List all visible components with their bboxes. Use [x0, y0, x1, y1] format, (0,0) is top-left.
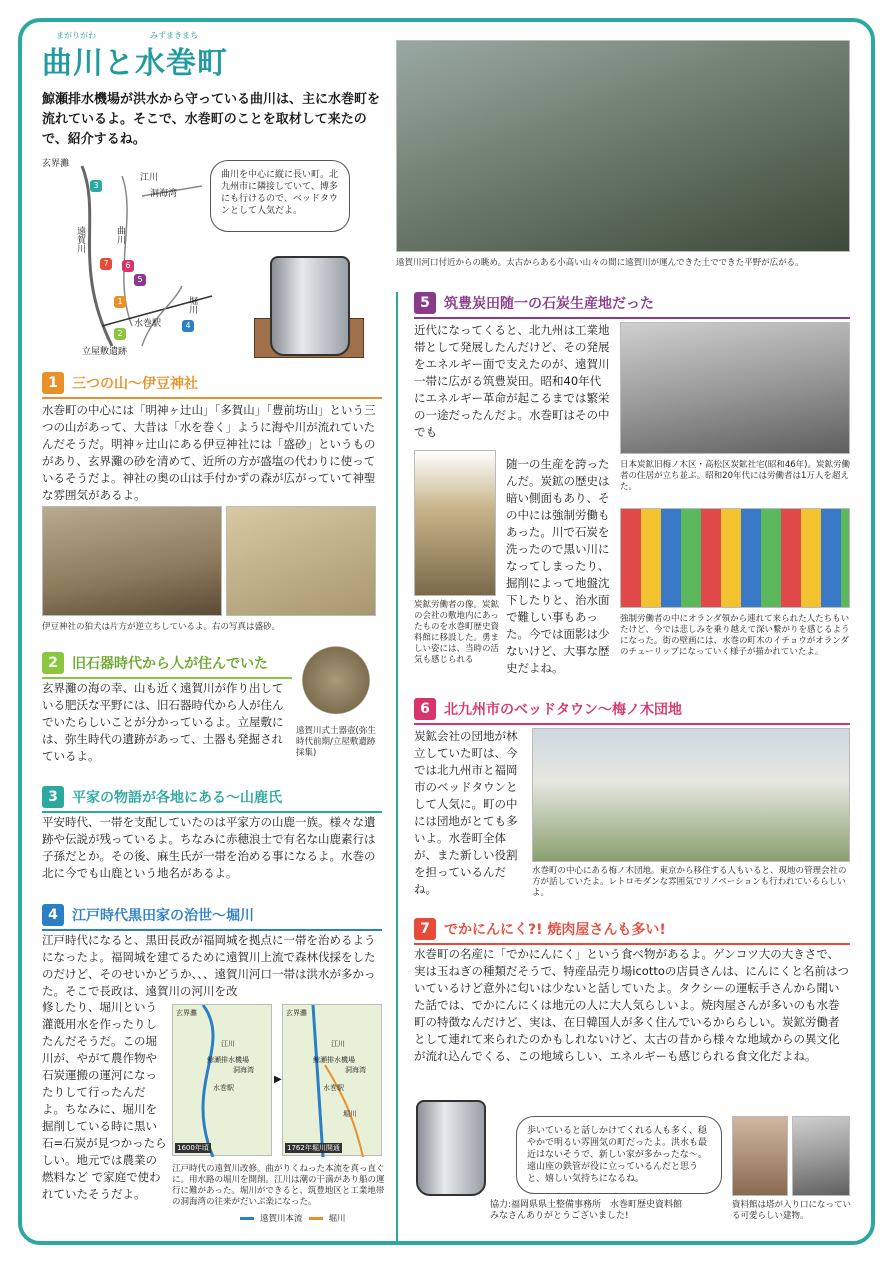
onga-river-photo-caption: 遠賀川河口付近からの眺め。太古からある小高い山々の間に遠賀川が運んできた土でできた平野が広がる。 [396, 258, 804, 268]
speech-bubble-bottom: 歩いていると話しかけてくれる人も多く、穏やかで明るい雰囲気の町だったよ。洪水も最近はないそうで、新しい家が多かったな〜。遠山座の鉄管が役に立っているんだと思うと、嬉しい気持ちになるね。 [516, 1116, 722, 1194]
mascot-character [270, 256, 350, 356]
section-7-rule [414, 943, 850, 945]
miner-statue-caption: 炭鉱労働者の像。炭鉱の会社の敷地内にあったものを水巻町歴史資料館に移設した。勇ましい姿には、当時の活気も感じられる [414, 600, 500, 665]
map-label-dokaiwan: 洞海湾 [150, 189, 178, 199]
museum-building-photo [792, 1116, 850, 1196]
map-1762-year: 1762年堀川開通 [287, 1144, 340, 1152]
section-4-body-top: 江戸時代になると、黒田長政が福岡城を拠点に一帯を治めるようになったよ。福岡城を建てるために遠賀川上流で森林伐採をしたのだけど、そのせいかどうか、、、遠賀川河口一帯は洪水が多かった。そこで長政は、遠賀川の河川を改 [42, 933, 376, 998]
map-legend [240, 1212, 346, 1224]
section-2-number: 2 [42, 652, 64, 674]
legend-main-swatch [240, 1217, 254, 1220]
section-1-rule [42, 397, 382, 399]
section-1-caption: 伊豆神社の狛犬は片方が逆立ちしているよ。右の写真は盛砂。 [42, 622, 281, 632]
section-7-title: でかにんにく?! 焼肉屋さんも多い! [444, 922, 666, 938]
coal-housing-photo [620, 322, 850, 454]
section-6-rule [414, 723, 850, 725]
map-1600-label-genkainada: 玄界灘 [176, 1009, 197, 1017]
miner-statue-photo [414, 450, 496, 596]
section-4-heading [42, 904, 382, 926]
area-map [42, 156, 217, 356]
mascot-character-bottom [416, 1100, 486, 1196]
page-title: 曲川と水巻町 [42, 46, 228, 81]
section-7-heading [414, 918, 850, 940]
section-5-title: 筑豊炭田随一の石炭生産地だった [444, 296, 654, 312]
section-5-body-right: 随一の生産を誇ったんだ。炭鉱の歴史は暗い側面もあり、その中には強制労働もあった。川で石炭を洗ったので黒い川になってしまったり、掘削によって地盤沈下したりと、治水面で難しい事もあった。今では面影は少ないけど、大事な歴史だよね。 [506, 457, 610, 675]
section-1-number: 1 [42, 372, 64, 394]
section-1-heading [42, 372, 382, 394]
section-7-number: 7 [414, 918, 436, 940]
map-label-ongagawa: 遠賀川 [75, 226, 85, 253]
map-1762-label-egawa: 江川 [331, 1040, 345, 1048]
map-label-egawa: 江川 [140, 173, 159, 183]
umenoki-danchi-photo [532, 728, 850, 862]
section-4-map-caption: 江戸時代の遠賀川改修。曲がりくねった本流を真っ直ぐに。用水路の堀川を開削。江川は潮の干満があり船の運行に難があった。堀川ができると、筑豊地区と工業地帯の洞海湾の往来がだいぶ楽になった。 [172, 1164, 385, 1207]
section-5-body-top: 近代になってくると、北九州は工業地帯として発展したんだけど、その発展をエネルギー面で支えたのが、遠賀川一帯に広がる筑豊炭田。昭和40年代にエネルギー革命が起こるまでは繁栄の一途だったんだよ。水巻町はその中でも [414, 323, 610, 439]
map-1600-year: 1600年頃 [177, 1144, 209, 1152]
section-6-number: 6 [414, 698, 436, 720]
section-6-heading [414, 698, 850, 720]
map-1762-label-genkainada: 玄界灘 [286, 1009, 307, 1017]
section-5-heading [414, 292, 850, 314]
map-1600-label-egawa: 江川 [221, 1040, 235, 1048]
section-1-title: 三つの山〜伊豆神社 [72, 376, 198, 392]
tulip-mural-caption: 強制労働者の中にオランダ領から連れて来られた人たちもいたけど、今では悲しみを乗り越えて深い繋がりを感じるようになった。街の壁画には、水巻の町木のイチョウがオランダのチューリップになっていく様子が描かれていたよ。 [620, 614, 850, 657]
map-1600-label-pumpstation: 鯨瀬排水機場 [207, 1056, 249, 1064]
map-marker-2: 2 [114, 328, 126, 340]
map-1762-label-pumpstation: 鯨瀬排水機場 [313, 1056, 355, 1064]
section-3-title: 平家の物語が各地にある〜山鹿氏 [72, 790, 282, 806]
map-label-genkainada: 玄界灘 [42, 159, 70, 169]
section-1-body: 水巻町の中心には「明神ヶ辻山」「多賀山」「豊前坊山」という三つの山があって、大昔は「水を巻く」ように海や川が流れていたんだそうだ。明神ヶ辻山にある伊豆神社には「盛砂」というものがあり、玄界灘の砂を清めて、近所の方が盛塩の代わりに使っているそうだよ。神社の奥の山は手付かずの森が広がっていて神聖な雰囲気があるよ。 [42, 403, 376, 502]
section-5-rule [414, 317, 850, 319]
column-divider [396, 292, 398, 1242]
credits-text: 協力:福岡県県土整備事務所 水巻町歴史資料館 みなさんありがとうございました! [490, 1200, 683, 1221]
section-2-title: 旧石器時代から人が住んでいた [72, 656, 268, 672]
tulip-mural-photo [620, 508, 850, 608]
section-2-rule [42, 677, 292, 679]
umenoki-danchi-caption: 水巻町の中心にある梅ノ木団地。東京から移住する人もいると、現地の管理会社の方が話していたよ。レトロモダンな雰囲気でリノベーションも行われているらしいよ。 [532, 866, 847, 898]
onga-river-photo [396, 40, 850, 252]
museum-caption: 資料館は塔が入り口になっている可愛らしい建物。 [732, 1200, 852, 1221]
section-4-rule [42, 929, 382, 931]
section-4-number: 4 [42, 904, 64, 926]
yayoi-pottery-photo [300, 646, 372, 722]
section-3-rule [42, 811, 382, 813]
museum-tower-photo [732, 1116, 788, 1196]
legend-hori-label: 堀川 [328, 1214, 346, 1224]
section-6-title: 北九州市のベッドタウン〜梅ノ木団地 [444, 702, 682, 718]
map-marker-3: 3 [90, 180, 102, 192]
morizuna-photo [226, 506, 376, 616]
section-2-caption: 遠賀川式土器壺(弥生時代前期/立屋敷遺跡採集) [296, 726, 376, 758]
map-label-tateyashiki: 立屋敷遺跡 [82, 347, 128, 357]
section-6-body: 炭鉱会社の団地が林立していた町は、今では北九州市と福岡市のベッドタウンとして人気に。町の中には団地がとても多いよ。水巻町全体が、また新しい役割を担っているんだね。 [414, 729, 518, 896]
section-3-heading [42, 786, 382, 808]
map-1762 [282, 1004, 382, 1156]
section-3-number: 3 [42, 786, 64, 808]
map-1762-label-horikawa: 堀川 [343, 1110, 357, 1118]
map-marker-5: 5 [134, 274, 146, 286]
izu-shrine-photo [42, 506, 222, 616]
section-4-body-left: 修したり、堀川という灌漑用水を作ったりしたんだそうだ。この堀川が、やがて農作物や石炭運搬の運河になったりして行ったんだよ。ちなみに、堀川を掘削している時に黒い石=石炭が見つかったらしい。地元では農業の燃料など で家庭で使われていたそうだよ。 [42, 1000, 167, 1201]
map-label-magarigawa: 曲川 [115, 226, 125, 244]
coal-housing-caption: 日本炭鉱旧梅ノ木区・高松区炭鉱社宅(昭和46年)。炭鉱労働者の住居が立ち並ぶ。昭和20年代には労働者は1万人を超えた。 [620, 460, 850, 492]
map-marker-7: 7 [100, 258, 112, 270]
speech-bubble-top: 曲川を中心に縦に長い町。北九州市に隣接していて、博多にも行けるので、ベッドタウンとして人気だよ。 [210, 160, 350, 232]
title-ruby-right: みずまきまち [150, 31, 198, 40]
section-2-body: 玄界灘の海の幸、山も近く遠賀川が作り出している肥沃な平野には、旧石器時代から人が住んでいたらしいことが分かっているよ。立屋敷には、弥生時代の遺跡があって、土器も発掘されているよ。 [42, 681, 284, 763]
section-5-number: 5 [414, 292, 436, 314]
map-1600-label-station: 水巻駅 [213, 1084, 234, 1092]
arrow-right-icon: ▶ [274, 1074, 282, 1085]
map-1762-label-station: 水巻駅 [323, 1084, 344, 1092]
intro-text: 鯨瀬排水機場が洪水から守っている曲川は、主に水巻町を流れているよ。そこで、水巻町のことを取材して来たので、紹介するね。 [42, 92, 381, 147]
map-marker-4: 4 [182, 320, 194, 332]
legend-main-label: 遠賀川本流 [260, 1214, 303, 1224]
map-marker-6: 6 [122, 260, 134, 272]
map-label-mizumaki-station: 水巻駅 [134, 319, 162, 329]
section-7-body: 水巻町の名産に「でかにんにく」という食べ物があるよ。ゲンコツ大の大きさで、実は玉ねぎの種類だそうで、特産品売り場icottoの店員さんは、にんにくと名前はついているけど意外に匂いは少ないと話していたよ。タクシーの運転手さんから聞いた話では、でかにんにくは地元の人に大人気らしいよ。焼肉屋さんが多いのも水巻町の特徴なんだけど、実は、在日韓国人が多く住んでいるかららしい。炭鉱労働者として連れて来られたのかもしれないけど、太古の昔から様々な地域からの異文化が流れ込んでくる、この地域らしい、エネルギーも感じられる食文化だよね。 [414, 947, 849, 1063]
map-1762-label-dokaiwan: 洞海湾 [345, 1066, 366, 1074]
legend-hori-swatch [309, 1217, 323, 1220]
title-ruby-left: まがりがわ [56, 31, 96, 40]
section-3-body: 平安時代、一帯を支配していたのは平家方の山鹿一族。様々な遺跡や伝説が残っているよ。ちなみに赤穂浪士で有名な山鹿素行は子孫だとか。その後、麻生氏が一帯を治める事になるよ。水巻の北に今でも山鹿という地名があるよ。 [42, 815, 376, 880]
map-label-horikawa: 堀川 [187, 296, 197, 314]
map-1600-label-dokaiwan: 洞海湾 [233, 1066, 254, 1074]
map-1600 [172, 1004, 272, 1156]
map-marker-1: 1 [114, 296, 126, 308]
section-4-title: 江戸時代黒田家の治世〜堀川 [72, 908, 254, 924]
